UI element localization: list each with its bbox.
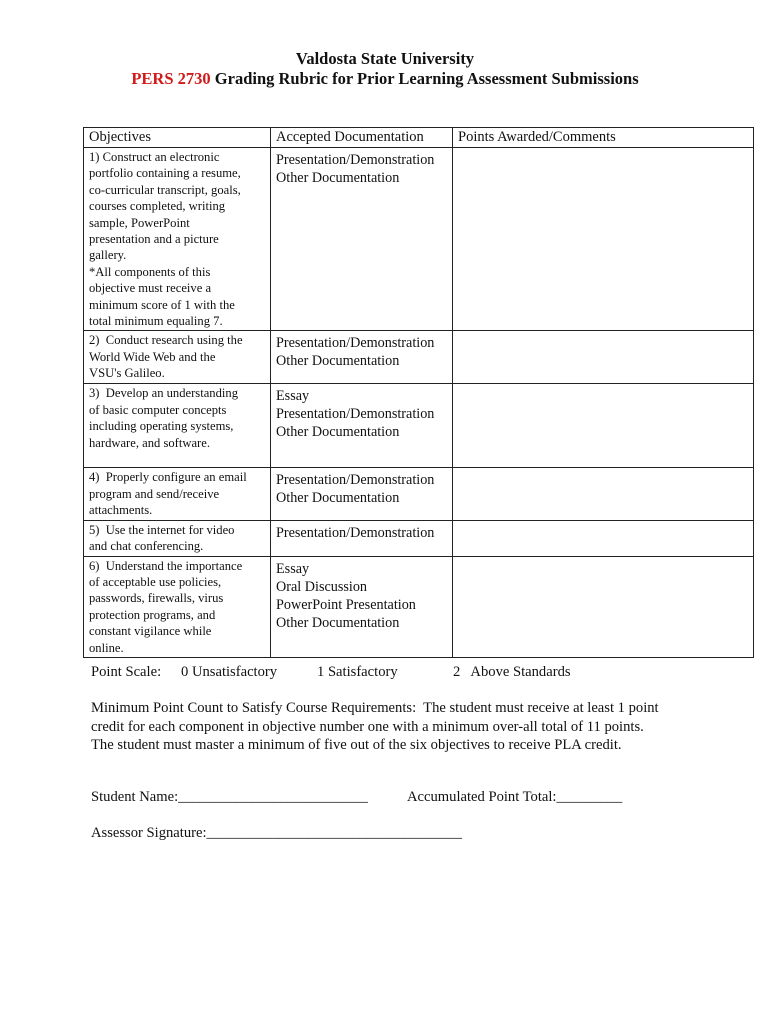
table-row: [84, 331, 754, 384]
requirements-line: Minimum Point Count to Satisfy Course Requirements: The student must receive at least 1 point: [91, 700, 659, 716]
documentation-cell: [271, 468, 453, 520]
objective-line: 3) Develop an understanding: [89, 386, 238, 401]
documentation-item: PowerPoint Presentation: [276, 596, 416, 613]
point-scale-level-2: 2 Above Standards: [453, 664, 571, 680]
documentation-item: Other Documentation: [276, 490, 400, 507]
table-row: [84, 520, 754, 556]
objective-line: objective must receive a: [89, 281, 212, 296]
objective-line: protection programs, and: [89, 607, 216, 622]
points-comments-cell[interactable]: [453, 331, 754, 384]
documentation-cell: [271, 148, 453, 331]
requirements-line: The student must master a minimum of five out of the six objectives to receive PLA credit.: [91, 737, 622, 753]
documentation-item: Presentation/Demonstration: [276, 152, 435, 168]
objective-line: including operating systems,: [89, 419, 234, 434]
table-row: [84, 468, 754, 520]
objective-line: portfolio containing a resume,: [89, 166, 241, 181]
objective-line: VSU's Galileo.: [89, 366, 165, 381]
objective-cell: [84, 520, 271, 556]
objective-line: 6) Understand the importance: [89, 558, 243, 573]
documentation-item: Presentation/Demonstration: [276, 524, 435, 541]
points-comments-cell[interactable]: [453, 468, 754, 520]
points-comments-cell[interactable]: [453, 520, 754, 556]
documentation-item: Presentation/Demonstration: [276, 472, 435, 489]
table-header-row: [84, 128, 754, 148]
column-header-documentation: Accepted Documentation: [271, 128, 453, 148]
objective-line: sample, PowerPoint: [89, 215, 190, 230]
documentation-cell: [271, 556, 453, 657]
documentation-item: Essay: [276, 388, 310, 405]
column-header-points: Points Awarded/Comments: [453, 128, 754, 148]
assessor-signature-field[interactable]: Assessor Signature:___________________________________: [91, 825, 462, 841]
objective-line: courses completed, writing: [89, 199, 226, 214]
objective-cell: [84, 331, 271, 384]
objective-line: *All components of this: [89, 264, 211, 279]
objective-line: passwords, firewalls, virus: [89, 591, 224, 606]
documentation-item: Presentation/Demonstration: [276, 406, 435, 423]
objective-line: of basic computer concepts: [89, 402, 227, 417]
course-code: PERS 2730: [131, 69, 211, 88]
documentation-item: Essay: [276, 560, 310, 577]
points-comments-cell[interactable]: [453, 148, 754, 331]
objective-line: 5) Use the internet for video: [89, 522, 235, 537]
table-row: [84, 384, 754, 468]
point-scale-level-1: 1 Satisfactory: [317, 664, 398, 680]
documentation-item: Other Documentation: [276, 170, 400, 186]
documentation-item: Oral Discussion: [276, 578, 368, 595]
documentation-cell: [271, 520, 453, 556]
objective-line: total minimum equaling 7.: [89, 314, 223, 329]
objective-line: hardware, and software.: [89, 435, 210, 450]
documentation-cell: [271, 384, 453, 468]
objective-line: 1) Construct an electronic: [89, 150, 220, 164]
objective-cell: [84, 384, 271, 468]
points-comments-cell[interactable]: [453, 384, 754, 468]
requirements-paragraph: [91, 699, 731, 755]
rubric-table-body: [84, 148, 754, 658]
student-name-field[interactable]: Student Name:__________________________: [91, 789, 368, 805]
column-header-objectives: Objectives: [84, 128, 271, 148]
objective-line: gallery.: [89, 248, 127, 263]
objective-cell: [84, 148, 271, 331]
documentation-item: Other Documentation: [276, 614, 400, 631]
accumulated-point-total-field[interactable]: Accumulated Point Total:_________: [407, 789, 623, 805]
requirements-line: credit for each component in objective number one with a minimum over-all total of 11 points.: [91, 718, 644, 735]
documentation-item: Other Documentation: [276, 424, 400, 441]
university-title: Valdosta State University: [295, 49, 475, 68]
rubric-table: [83, 127, 754, 658]
objective-cell: [84, 556, 271, 657]
objective-line: constant vigilance while: [89, 624, 212, 639]
rubric-title: [0, 69, 770, 89]
objective-line: presentation and a picture: [89, 232, 219, 247]
documentation-item: Presentation/Demonstration: [276, 335, 435, 352]
table-row: [84, 148, 754, 331]
objective-cell: [84, 468, 271, 520]
points-comments-cell[interactable]: [453, 556, 754, 657]
documentation-item: Other Documentation: [276, 353, 400, 370]
objective-line: online.: [89, 640, 124, 655]
objective-line: of acceptable use policies,: [89, 574, 222, 589]
objective-line: 2) Conduct research using the: [89, 333, 243, 348]
objective-line: minimum score of 1 with the: [89, 297, 235, 312]
documentation-cell: [271, 331, 453, 384]
objective-line: program and send/receive: [89, 486, 220, 501]
objective-line: co-curricular transcript, goals,: [89, 182, 241, 197]
point-scale-label: Point Scale:: [91, 664, 162, 680]
objective-line: and chat conferencing.: [89, 539, 204, 554]
point-scale-level-0: 0 Unsatisfactory: [181, 664, 278, 680]
objective-line: attachments.: [89, 503, 153, 518]
objective-line: World Wide Web and the: [89, 349, 216, 364]
rubric-title-text: Grading Rubric for Prior Learning Assessment Submissions: [214, 69, 639, 88]
objective-line: 4) Properly configure an email: [89, 470, 247, 485]
table-row: [84, 556, 754, 657]
